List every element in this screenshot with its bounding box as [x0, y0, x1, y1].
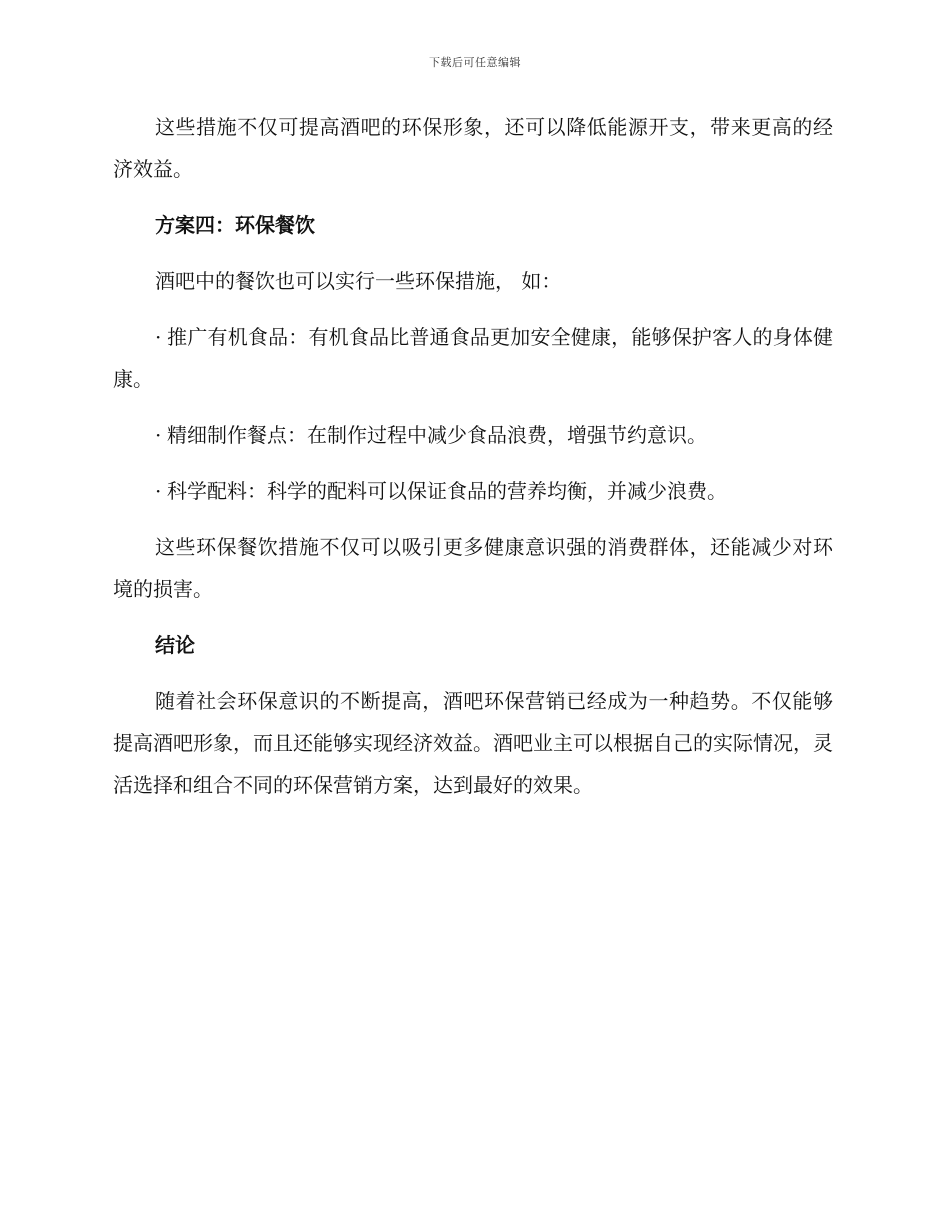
bullet-marker: ·: [155, 325, 162, 349]
bullet-text: 科学配料：科学的配料可以保证食品的营养均衡，并减少浪费。: [167, 479, 727, 503]
page-header: 下载后可任意编辑: [429, 56, 521, 69]
bullet-text: 推广有机食品：有机食品比普通食品更加安全健康，能够保护客人的身体健康。: [113, 325, 833, 391]
paragraph-measures-benefit: 这些措施不仅可提高酒吧的环保形象，还可以降低能源开支，带来更高的经济效益。: [113, 115, 833, 181]
bullet-text: 精细制作餐点：在制作过程中减少食品浪费，增强节约意识。: [167, 423, 707, 447]
section-heading-plan-four: 方案四：环保餐饮: [155, 213, 315, 237]
section-heading-conclusion: 结论: [155, 633, 195, 657]
bullet-item-organic-food: [113, 316, 833, 400]
paragraph-conclusion: 随着社会环保意识的不断提高，酒吧环保营销已经成为一种趋势。不仅能够提高酒吧形象，而且还能够实现经济效益。酒吧业主可以根据自己的实际情况，灵活选择和组合不同的环保营销方案，达到最好的效果。: [113, 689, 833, 797]
paragraph-catering-benefit: 这些环保餐饮措施不仅可以吸引更多健康意识强的消费群体，还能减少对环境的损害。: [113, 535, 833, 601]
bullet-marker: ·: [155, 479, 162, 503]
bullet-item-scientific-ingredients: [113, 470, 833, 512]
bullet-marker: ·: [155, 423, 162, 447]
bullet-item-fine-preparation: [113, 414, 833, 456]
document-body: [113, 106, 833, 806]
paragraph-catering-intro: 酒吧中的餐饮也可以实行一些环保措施， 如：: [155, 269, 562, 293]
